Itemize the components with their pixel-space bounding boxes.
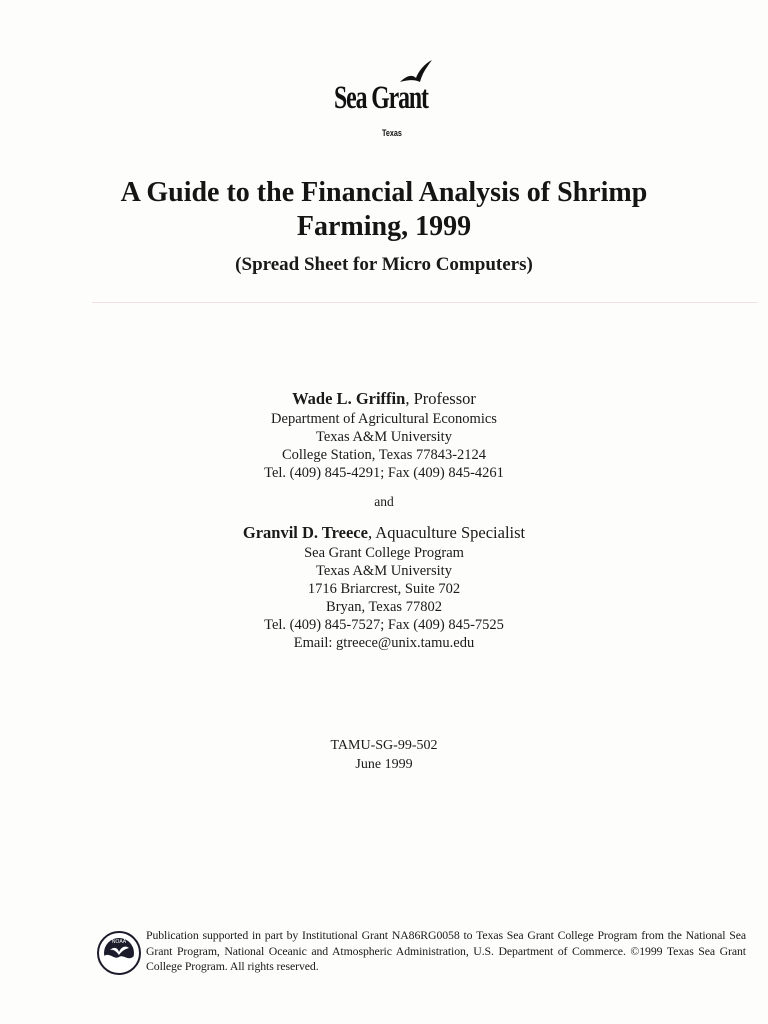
title-line-1: A Guide to the Financial Analysis of Shrimp — [120, 177, 648, 208]
author-1-name: Wade L. Griffin — [292, 389, 406, 408]
author-1-role: , Professor — [405, 389, 476, 408]
report-date: June 1999 — [355, 757, 413, 772]
author-1-line: College Station, Texas 77843-2124 — [281, 447, 487, 463]
logo-subtitle: Texas — [382, 128, 402, 138]
footer — [96, 928, 746, 988]
author-2-line: Bryan, Texas 77802 — [326, 599, 442, 615]
noaa-seal-text: NOAA — [111, 939, 127, 945]
author-1-line: Department of Agricultural Economics — [271, 411, 497, 427]
noaa-seal-icon — [96, 930, 142, 976]
author-2-line: Tel. (409) 845-7527; Fax (409) 845-7525 — [264, 617, 504, 633]
author-1-line: Texas A&M University — [316, 429, 452, 445]
divider — [92, 302, 758, 303]
author-block-2 — [60, 522, 708, 652]
logo-wordmark: Sea Grant — [334, 80, 428, 116]
report-number: TAMU-SG-99-502 — [330, 738, 438, 753]
conjunction: and — [374, 494, 394, 509]
author-2-email: Email: gtreece@unix.tamu.edu — [293, 635, 475, 651]
document-subtitle: (Spread Sheet for Micro Computers) — [235, 254, 533, 275]
document-title — [60, 176, 708, 244]
author-2-line: Sea Grant College Program — [304, 545, 464, 561]
report-info — [60, 736, 708, 774]
author-block-1 — [60, 388, 708, 482]
author-1-line: Tel. (409) 845-4291; Fax (409) 845-4261 — [264, 465, 504, 481]
author-2-name: Granvil D. Treece — [242, 523, 368, 542]
footer-text: Publication supported in part by Institutional Grant NA86RG0058 to Texas Sea Grant College Program from the National Sea Grant Program, National Oceanic and Atmospheric Administration, U.S. Department of Commerce. ©1999 Texas Sea Grant College Program. All rights reserved. — [146, 928, 746, 973]
author-2-role: , Aquaculture Specialist — [367, 523, 526, 542]
author-2-heading — [60, 522, 708, 544]
author-2-line: 1716 Briarcrest, Suite 702 — [307, 581, 461, 597]
author-1-heading — [60, 388, 708, 410]
title-line-2: Farming, 1999 — [296, 211, 472, 242]
author-2-line: Texas A&M University — [316, 563, 452, 579]
sea-grant-logo — [320, 58, 460, 142]
